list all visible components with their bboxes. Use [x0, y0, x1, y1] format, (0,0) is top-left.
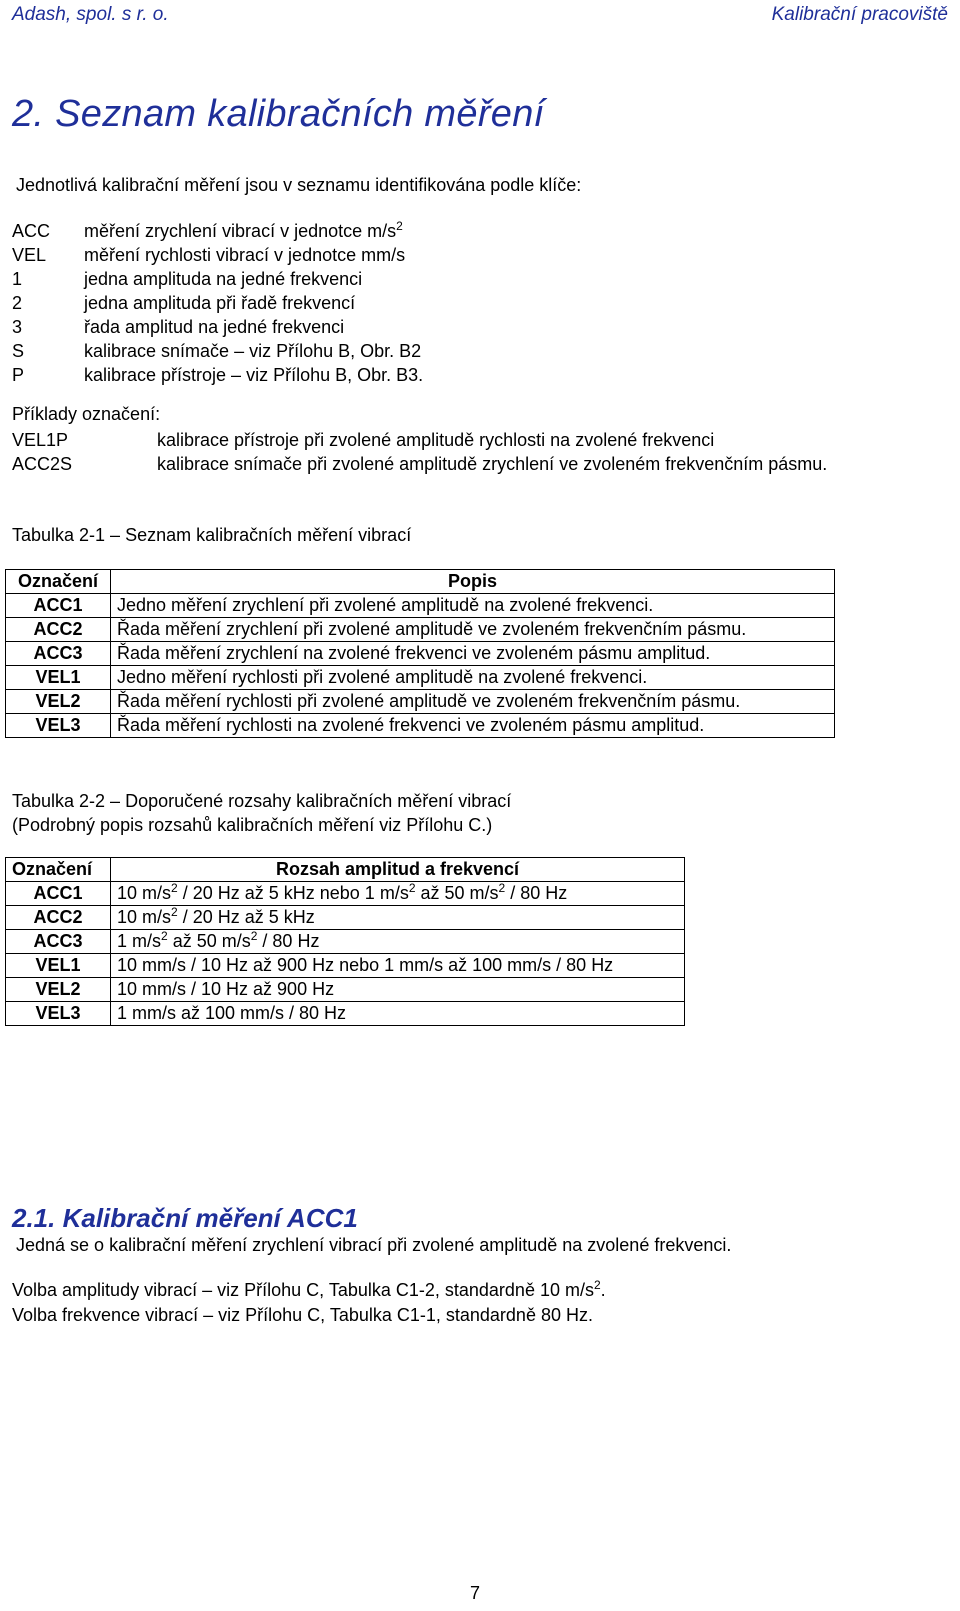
example-desc: kalibrace snímače při zvolené amplitudě zrychlení ve zvoleném frekvenčním pásmu. [157, 454, 828, 474]
column-header: Popis [111, 570, 835, 594]
table2-caption-note: (Podrobný popis rozsahů kalibračních měření viz Přílohu C.) [12, 815, 493, 835]
example-code: ACC2S [12, 454, 73, 474]
table-cell-code: VEL1 [6, 954, 111, 978]
table-cell-code: ACC3 [6, 930, 111, 954]
table-cell-code: VEL1 [6, 666, 111, 690]
measurements-table [5, 569, 835, 738]
section-line [12, 1280, 606, 1301]
table-row [6, 930, 685, 954]
header-section: Kalibrační pracoviště [771, 4, 948, 25]
table-cell-code: ACC1 [6, 594, 111, 618]
key-description: kalibrace snímače – viz Přílohu B, Obr. B2 [84, 341, 422, 361]
ranges-table [5, 857, 685, 1026]
table-cell-code: VEL3 [6, 714, 111, 738]
table-cell-range: 1 $m/s^2$ až 50 $m/s^2 / 80$ Hz [111, 930, 685, 954]
table-cell-range: 10 $m/s^2 / 20$ Hz až 5 kHz nebo 1 $m/s^2$ až 50 $m/s^2 / 80$ Hz [111, 882, 685, 906]
section-paragraph: Jedná se o kalibrační měření zrychlení vibrací při zvolené amplitudě na zvolené frekvenci. [16, 1235, 732, 1255]
table-row [6, 666, 835, 690]
key-code: ACC [12, 221, 51, 241]
table-cell-description: Řada měření rychlosti při zvolené amplitudě ve zvoleném frekvenčním pásmu. [111, 690, 835, 714]
table-cell-code: VEL3 [6, 1002, 111, 1026]
key-description: řada amplitud na jedné frekvenci [84, 317, 345, 337]
table-row [6, 618, 835, 642]
key-description: měření zrychlení vibrací v jednotce $m/s^2$ [84, 219, 403, 241]
superscript: 2 [593, 1278, 601, 1292]
key-description: jedna amplituda na jedné frekvenci [84, 269, 363, 289]
superscript: 2 [396, 219, 403, 233]
table-row [6, 594, 835, 618]
table-cell-description: Řada měření zrychlení při zvolené amplitudě ve zvoleném frekvenčním pásmu. [111, 618, 835, 642]
section-line: Volba frekvence vibrací – viz Přílohu C, Tabulka C1-1, standardně 80 Hz. [12, 1305, 593, 1325]
table-row [6, 882, 685, 906]
key-code: VEL [12, 245, 47, 265]
table-header-row [6, 858, 685, 882]
table-cell-range: 10 mm/s / 10 Hz až 900 Hz [111, 978, 685, 1002]
table-row [6, 1002, 685, 1026]
table-cell-code: VEL2 [6, 978, 111, 1002]
key-description: měření rychlosti vibrací v jednotce mm/s [84, 245, 406, 265]
table-cell-code: ACC1 [6, 882, 111, 906]
column-header: Rozsah amplitud a frekvencí [111, 858, 685, 882]
table-row [6, 906, 685, 930]
table-header-row [6, 570, 835, 594]
intro-text: Jednotlivá kalibrační měření jsou v seznamu identifikována podle klíče: [16, 175, 582, 195]
table-row [6, 714, 835, 738]
table-cell-code: ACC3 [6, 642, 111, 666]
table-row [6, 978, 685, 1002]
key-description: jedna amplituda při řadě frekvencí [84, 293, 356, 313]
table-cell-description: Řada měření rychlosti na zvolené frekvenci ve zvoleném pásmu amplitud. [111, 714, 835, 738]
header-company: Adash, spol. s r. o. [12, 4, 169, 25]
table-cell-range: 10 mm/s / 10 Hz až 900 Hz nebo 1 mm/s až 100 mm/s / 80 Hz [111, 954, 685, 978]
example-desc: kalibrace přístroje při zvolené amplitudě rychlosti na zvolené frekvenci [157, 430, 715, 450]
column-header: Označení [6, 858, 111, 882]
table1-caption: Tabulka 2-1 – Seznam kalibračních měření vibrací [12, 525, 412, 545]
table-cell-range: 10 $m/s^2 / 20$ Hz až 5 kHz [111, 906, 685, 930]
section-line-end: . [600, 1280, 606, 1300]
section-line-text: Volba amplitudy vibrací – viz Přílohu C, Tabulka C1-2, standardně 10 m/s [12, 1280, 594, 1300]
column-header: Označení [6, 570, 111, 594]
examples-heading: Příklady označení: [12, 404, 161, 424]
table-cell-description: Jedno měření rychlosti při zvolené amplitudě na zvolené frekvenci. [111, 666, 835, 690]
table-cell-description: Jedno měření zrychlení při zvolené amplitudě na zvolené frekvenci. [111, 594, 835, 618]
key-code: 1 [12, 269, 23, 289]
table-cell-code: ACC2 [6, 618, 111, 642]
page-title: 2. Seznam kalibračních měření [12, 93, 545, 135]
table-row [6, 690, 835, 714]
key-code: P [12, 365, 25, 385]
table-cell-code: VEL2 [6, 690, 111, 714]
table-cell-description: Řada měření zrychlení na zvolené frekvenci ve zvoleném pásmu amplitud. [111, 642, 835, 666]
table2-caption: Tabulka 2-2 – Doporučené rozsahy kalibračních měření vibrací [12, 791, 512, 811]
key-description: kalibrace přístroje – viz Přílohu B, Obr. B3. [84, 365, 424, 385]
key-code: 3 [12, 317, 23, 337]
section-title: 2.1. Kalibrační měření ACC1 [12, 1203, 358, 1233]
page-number: 7 [470, 1583, 481, 1603]
table-cell-code: ACC2 [6, 906, 111, 930]
key-code: S [12, 341, 25, 361]
example-code: VEL1P [12, 430, 69, 450]
table-cell-range: 1 mm/s až 100 mm/s / 80 Hz [111, 1002, 685, 1026]
table-row [6, 642, 835, 666]
key-code: 2 [12, 293, 23, 313]
table-row [6, 954, 685, 978]
